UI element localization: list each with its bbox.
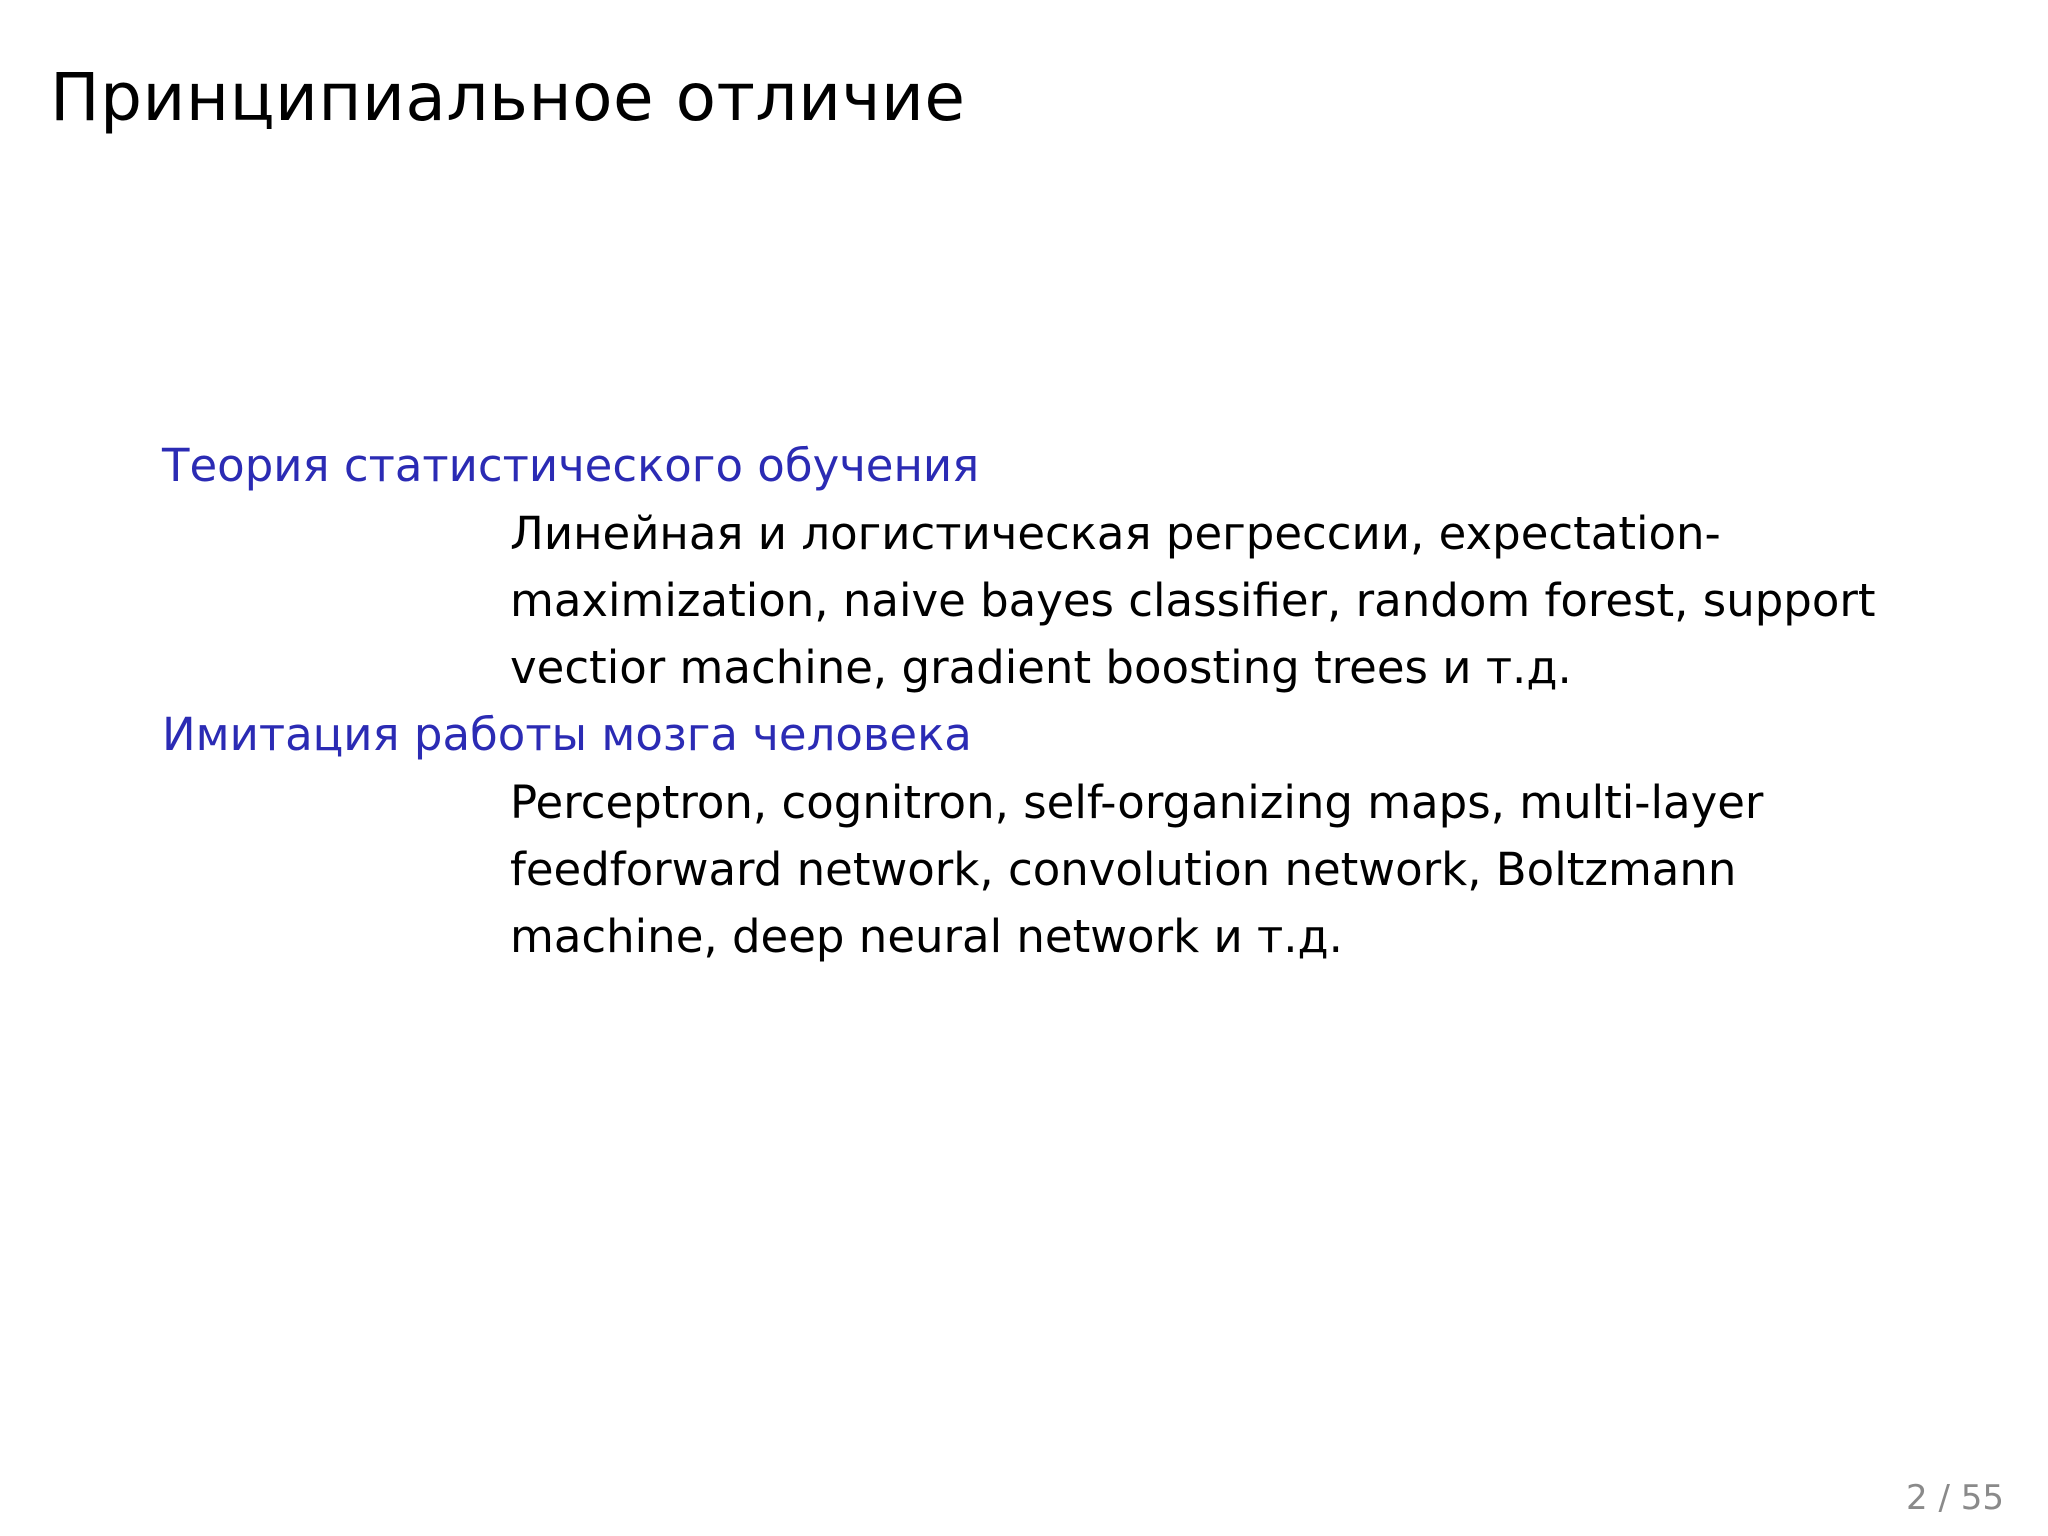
definition-term-statistical-learning: Теория статистического обучения: [162, 439, 980, 492]
slide-title: Принципиальное отличие: [50, 59, 966, 136]
definition-term-brain-imitation: Имитация работы мозга человека: [162, 708, 972, 761]
definition-description-brain-imitation: Perceptron, cognitron, self-organizing maps, multi-layer feedforward network, convolution network, Boltzmann machine, deep neural network и т.д.: [510, 776, 1764, 963]
page-number: 2 / 55: [1906, 1478, 2004, 1518]
definition-description-statistical-learning: Линейная и логистическая регрессии, expectation-maximization, naive bayes classifier, random forest, support vectior machine, gradient boosting trees и т.д.: [510, 507, 1876, 694]
definition-list: [162, 432, 1902, 970]
